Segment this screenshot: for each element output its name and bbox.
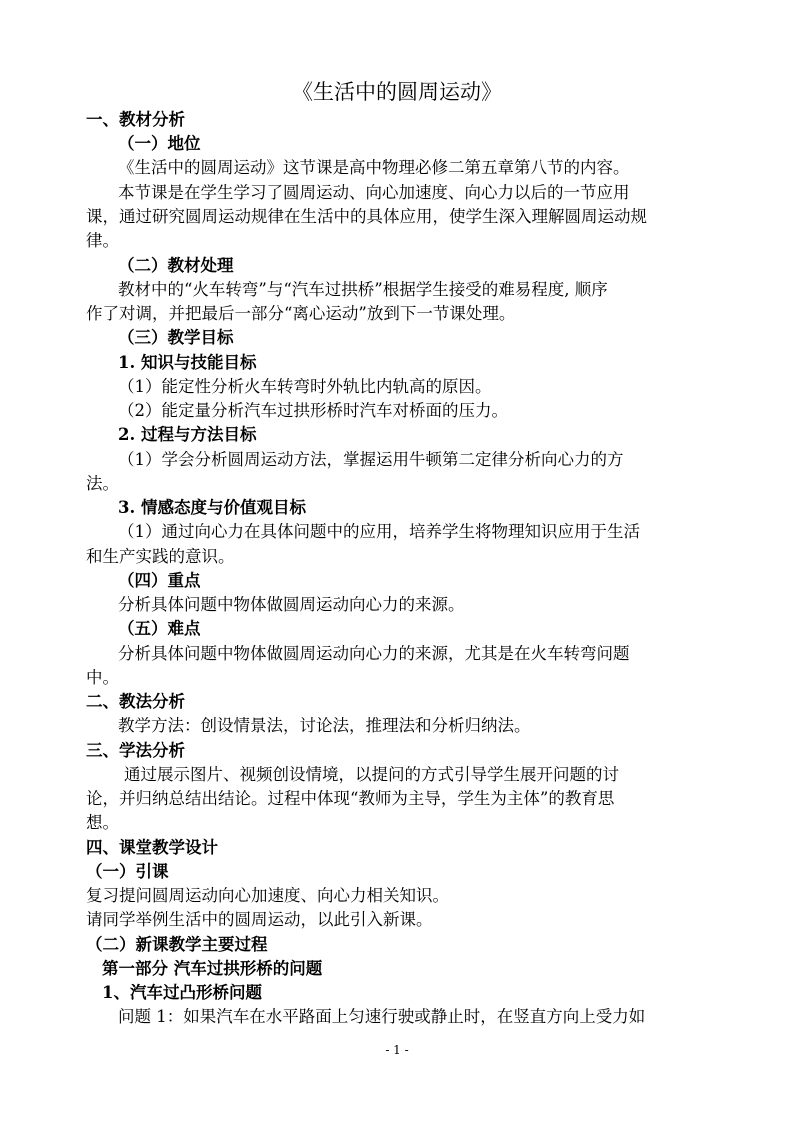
section-heading-4: 四、课堂教学设计: [86, 838, 218, 857]
paragraph-line: 和生产实践的意识。: [86, 547, 235, 566]
list-item: （1）学会分析圆周运动方法，掌握运用牛顿第二定律分析向心力的方: [118, 450, 624, 469]
list-item: （1）通过向心力在具体问题中的应用，培养学生将物理知识应用于生活: [118, 522, 640, 541]
paragraph-line: 《生活中的圆周运动》这节课是高中物理必修二第五章第八节的内容。: [118, 158, 630, 177]
list-item: （1）能定性分析火车转弯时外轨比内轨高的原因。: [118, 377, 492, 396]
topic-heading: 1、汽车过凸形桥问题: [102, 983, 262, 1002]
paragraph-line: 论，并归纳总结出结论。过程中体现“教师为主导，学生为主体”的教育思: [86, 789, 615, 808]
paragraph-line: 课，通过研究圆周运动规律在生活中的具体应用，使学生深入理解圆周运动规: [86, 207, 647, 226]
paragraph-line: 中。: [86, 668, 119, 687]
subheading-teaching-goals: （三）教学目标: [118, 328, 234, 347]
paragraph-line: 想。: [86, 813, 119, 832]
subheading-main-process: （二）新课教学主要过程: [86, 935, 268, 954]
subheading-material-processing: （二）教材处理: [118, 256, 234, 275]
paragraph-line: 分析具体问题中物体做圆周运动向心力的来源。: [118, 595, 465, 614]
paragraph-line: 分析具体问题中物体做圆周运动向心力的来源，尤其是在火车转弯问题: [118, 644, 630, 663]
paragraph-line: 请同学举例生活中的圆周运动，以此引入新课。: [86, 910, 433, 929]
subheading-difficulty: （五）难点: [118, 619, 201, 638]
paragraph-line: 通过展示图片、视频创设情境，以提问的方式引导学生展开问题的讨: [124, 765, 619, 784]
paragraph-line: 教学方法：创设情景法，讨论法，推理法和分析归纳法。: [118, 716, 531, 735]
list-item: （2）能定量分析汽车过拱形桥时汽车对桥面的压力。: [118, 401, 508, 420]
document-title: 《生活中的圆周运动》: [292, 80, 502, 104]
paragraph-line: 律。: [86, 231, 119, 250]
paragraph-line: 作了对调，并把最后一部分“离心运动”放到下一节课处理。: [86, 304, 516, 323]
section-heading-3: 三、学法分析: [86, 741, 185, 760]
goal-heading-process: 2. 过程与方法目标: [118, 425, 257, 444]
subheading-position: （一）地位: [118, 134, 201, 153]
subheading-intro: （一）引课: [86, 862, 169, 881]
part-heading: 第一部分 汽车过拱形桥的问题: [102, 959, 323, 978]
paragraph-line: 教材中的“火车转弯”与“汽车过拱桥”根据学生接受的难易程度, 顺序: [118, 280, 608, 299]
goal-heading-emotion: 3. 情感态度与价值观目标: [118, 498, 306, 517]
subheading-key-point: （四）重点: [118, 571, 201, 590]
section-heading-1: 一、教材分析: [86, 110, 185, 129]
paragraph-line: 复习提问圆周运动向心加速度、向心力相关知识。: [86, 886, 449, 905]
page-number: - 1 -: [385, 1043, 409, 1057]
paragraph-line: 问题 1：如果汽车在水平路面上匀速行驶或静止时，在竖直方向上受力如: [118, 1007, 646, 1026]
section-heading-2: 二、教法分析: [86, 692, 185, 711]
paragraph-line: 法。: [86, 474, 119, 493]
paragraph-line: 本节课是在学生学习了圆周运动、向心加速度、向心力以后的一节应用: [118, 183, 630, 202]
goal-heading-knowledge: 1. 知识与技能目标: [118, 353, 257, 372]
